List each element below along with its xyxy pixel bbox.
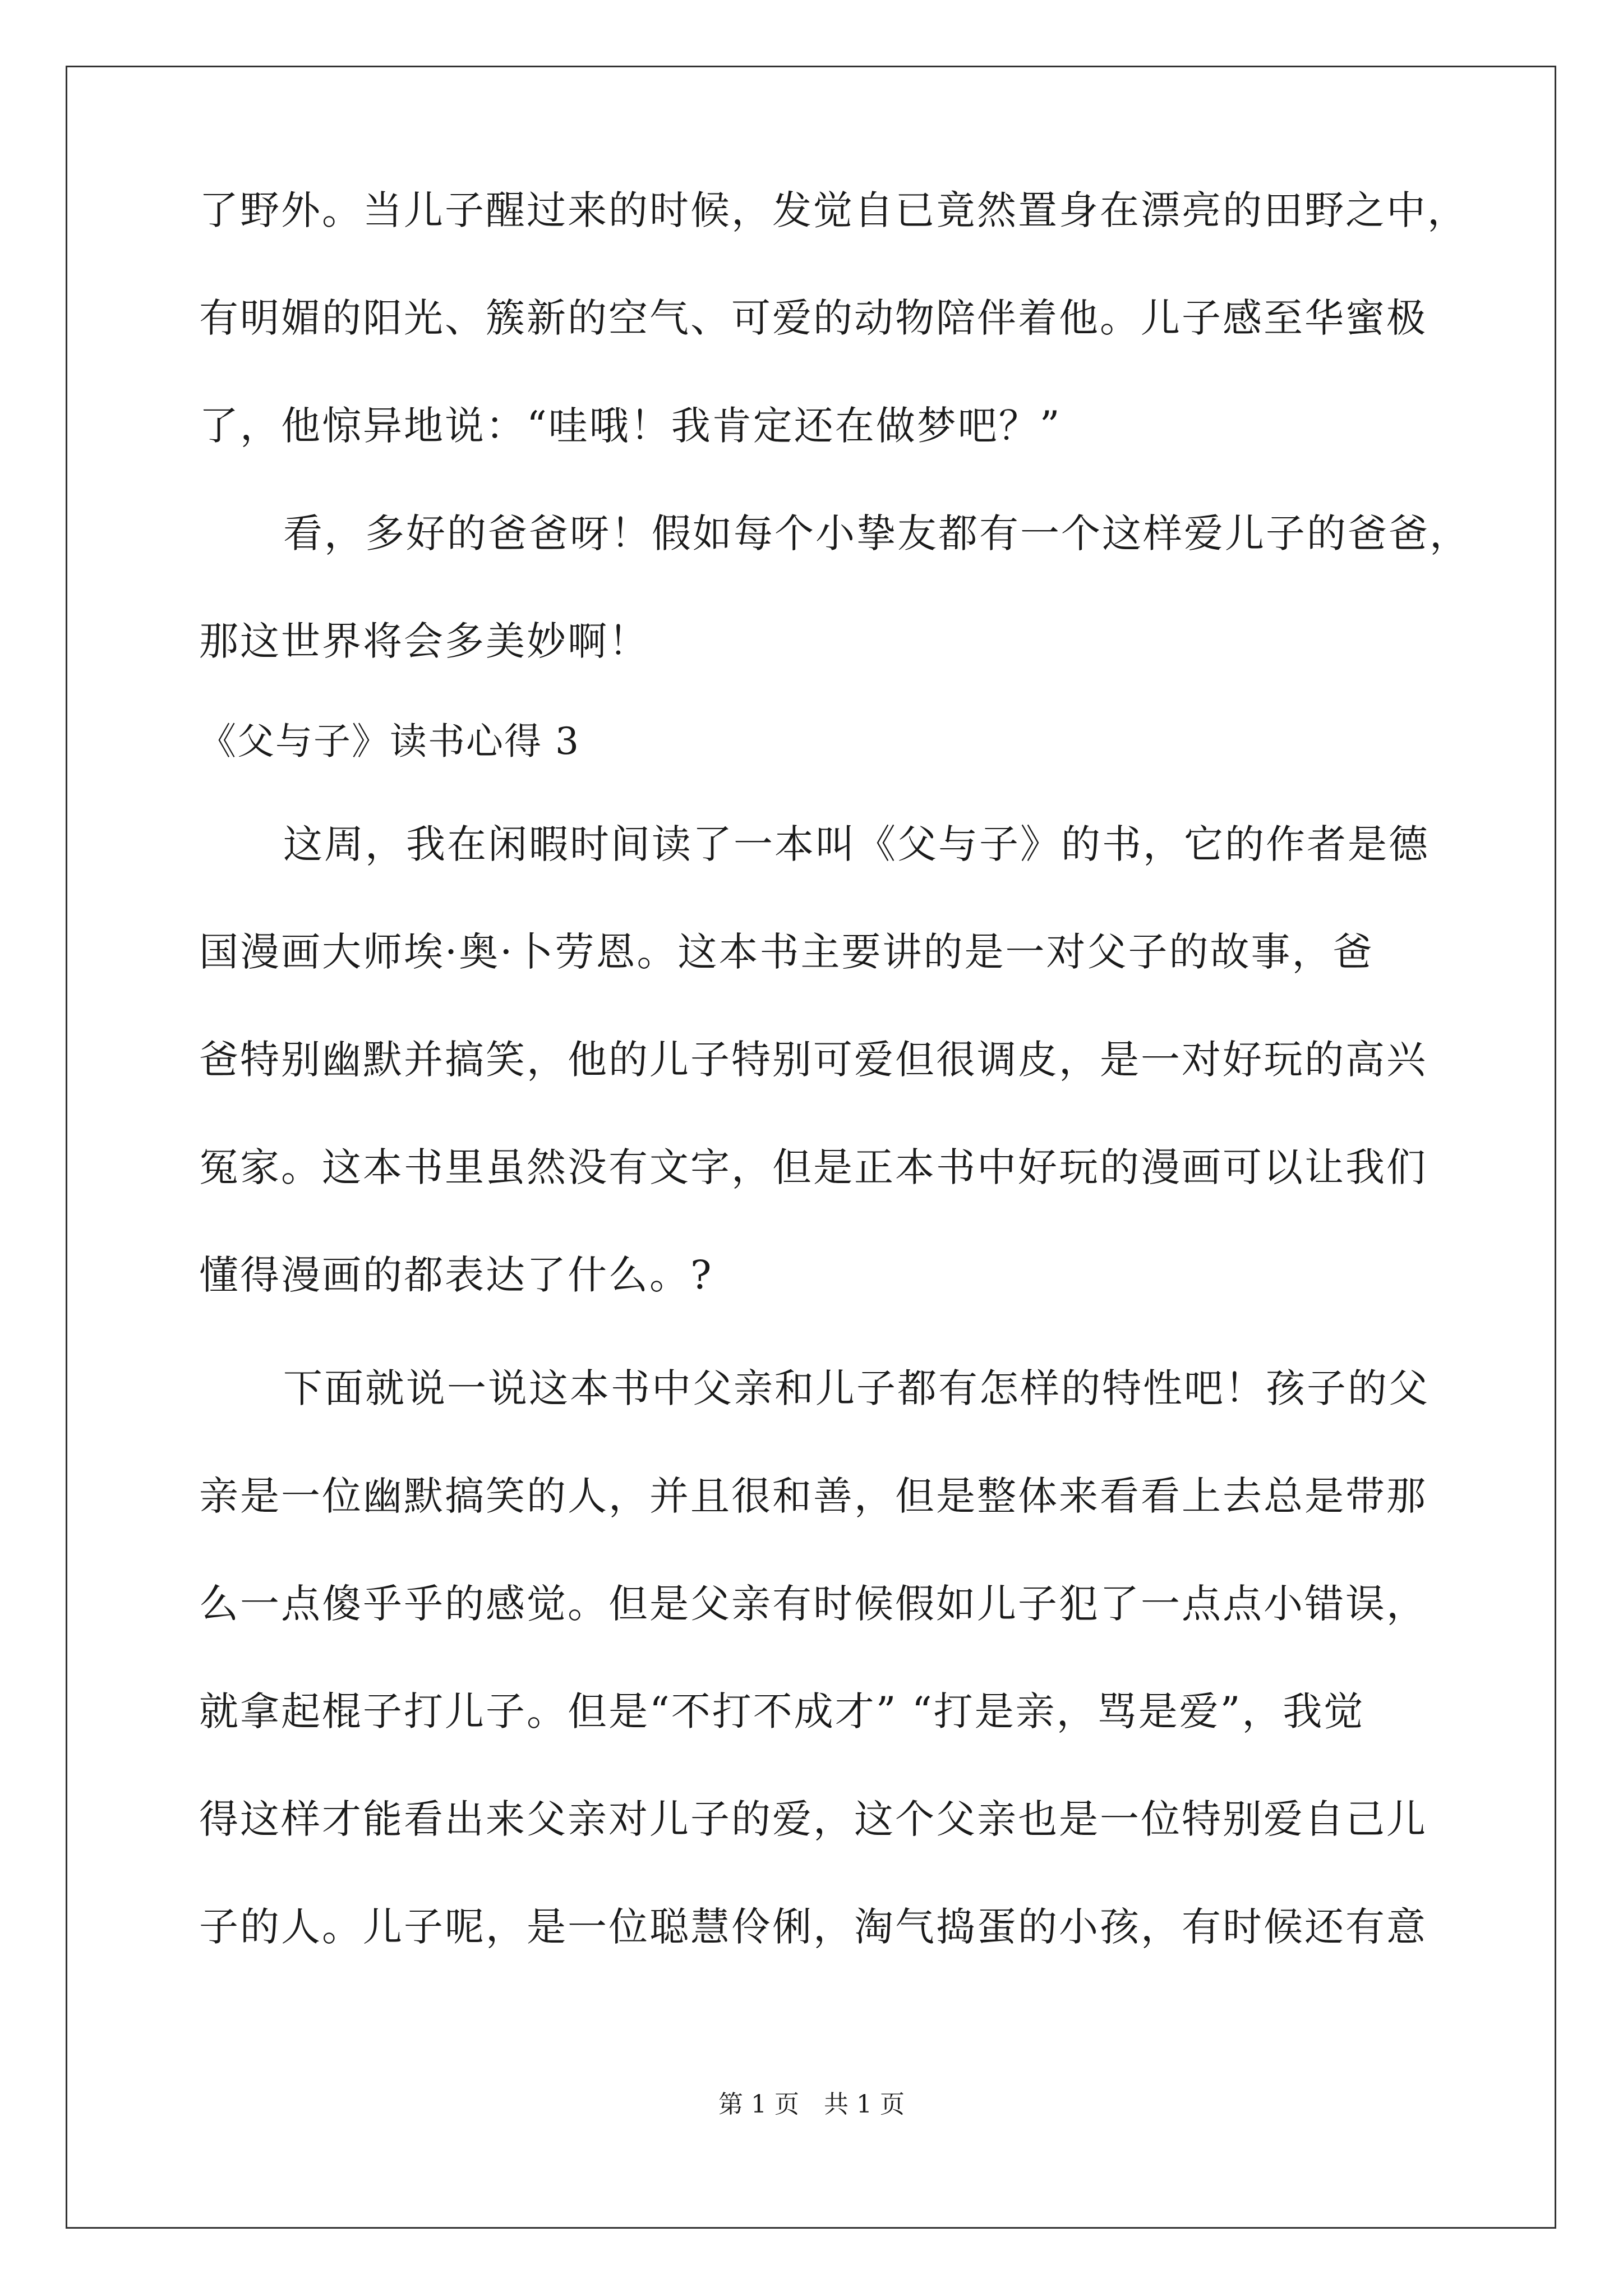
text-line: 懂得漫画的都表达了什么。? — [199, 1252, 713, 1298]
text-line: 子的人。儿子呢，是一位聪慧伶俐，淘气捣蛋的小孩，有时候还有意 — [199, 1904, 1427, 1950]
text-line: 了野外。当儿子醒过来的时候，发觉自已竟然置身在漂亮的田野之中， — [199, 187, 1468, 233]
paragraph-first-line: 看，多好的爸爸呀！假如每个小挚友都有一个这样爱儿子的爸爸， — [283, 510, 1470, 556]
paragraph-first-line: 下面就说一说这本书中父亲和儿子都有怎样的特性吧！孩子的父 — [283, 1365, 1430, 1411]
text-line: 冤家。这本书里虽然没有文字，但是正本书中好玩的漫画可以让我们 — [199, 1144, 1427, 1190]
page-number: 第 1 页 共 1 页 — [718, 2090, 905, 2119]
text-line: 么一点傻乎乎的感觉。但是父亲有时候假如儿子犯了一点点小错误， — [199, 1581, 1427, 1627]
text-line: 那这世界将会多美妙啊！ — [199, 618, 649, 664]
text-line: 爸特别幽默并搞笑，他的儿子特别可爱但很调皮，是一对好玩的高兴 — [199, 1037, 1427, 1083]
paragraph-first-line: 这周，我在闲暇时间读了一本叫《父与子》的书，它的作者是德 — [283, 821, 1430, 867]
text-line: 得这样才能看出来父亲对儿子的爱，这个父亲也是一位特别爱自己儿 — [199, 1796, 1427, 1842]
text-line: 有明媚的阳光、簇新的空气、可爱的动物陪伴着他。儿子感至华蜜极 — [199, 295, 1427, 341]
section-heading: 《父与子》读书心得 3 — [199, 720, 580, 763]
text-line: 国漫画大师埃·奥·卜劳恩。这本书主要讲的是一对父子的故事，爸 — [199, 929, 1374, 975]
text-line: 了，他惊异地说：“哇哦！我肯定还在做梦吧？” — [199, 403, 1062, 449]
text-line: 就拿起棍子打儿子。但是“不打不成才” “打是亲，骂是爱”，我觉 — [199, 1688, 1365, 1734]
text-line: 亲是一位幽默搞笑的人，并且很和善，但是整体来看看上去总是带那 — [199, 1473, 1427, 1519]
